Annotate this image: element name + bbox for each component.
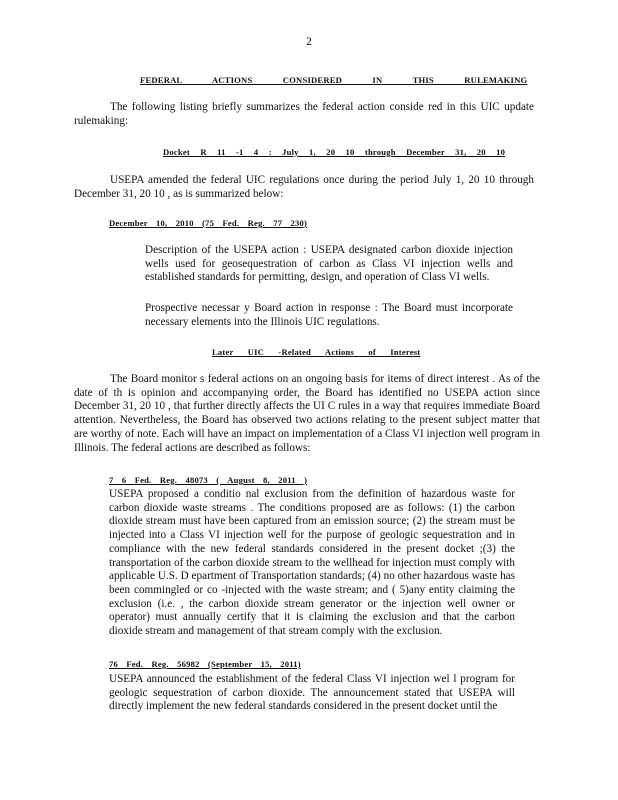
december-2010-heading: December 10, 2010 (75 Fed. Reg. 77 230) (109, 218, 308, 228)
federal-register-48073-heading: 7 6 Fed. Reg. 48073 ( August 8, 2011 ) (109, 475, 308, 485)
intro-paragraph: The following listing briefly summarizes the federal action conside red in this UIC update rulemaking: (74, 101, 534, 127)
docket-heading: Docket R 11 -1 4 : July 1, 20 10 through December 31, 20 10 (163, 147, 506, 157)
amendment-paragraph: USEPA amended the federal UIC regulations once during the period July 1, 20 10 through December 31, 20 10 , as is summarized below: (74, 174, 534, 200)
section-heading-federal-actions: FEDERAL ACTIONS CONSIDERED IN THIS RULEMAKING (140, 75, 528, 85)
page-number: 2 (306, 36, 312, 48)
federal-register-56982-heading: 76 Fed. Reg. 56982 (September 15, 2011) (109, 659, 301, 669)
board-monitoring-paragraph: The Board monitor s federal actions on an ongoing basis for items of direct interest . As of the date of th is opinion and accompanying order, the Board has identified no USEPA action since December 31, 20 10 , that further directly affects the UI C rules in a way that requires immediate Board attention. Nevertheless, the Board has observed two actions relating to the present subject matter that are worthy of note. Each will have an impact on implementation of a Class VI injection well program in Illinois. The federal actions are described as follows: (74, 373, 540, 454)
later-actions-heading: Later UIC -Related Actions of Interest (212, 347, 421, 357)
prospective-action-paragraph: Prospective necessar y Board action in response : The Board must incorporate necessary elements into the Illinois UIC regulations. (145, 302, 513, 328)
conditional-exclusion-paragraph: USEPA proposed a conditio nal exclusion from the definition of hazardous waste for carbon dioxide waste streams . The conditions proposed are as follows: (1) the carbon dioxide stream must have been captured from an emission source; (2) the stream must be injected into a Class VI injection well for the purpose of geologic sequestration and in compliance with the new federal standards considered in the present docket ;(3) the transportation of the carbon dioxide stream to the wellhead for injection must comply with applicable U.S. D epartment of Transportation standards; (4) no other hazardous waste has been commingled or co -injected with the waste stream; and ( 5)any entity claiming the exclusion (i.e. , the carbon dioxide stream generator or the injection well owner or operator) must annually certify that it is claiming the exclusion and that the carbon dioxide stream and management of that stream comply with the exclusion. (109, 488, 515, 638)
description-paragraph: Description of the USEPA action : USEPA designated carbon dioxide injection wells used for geosequestration of carbon as Class VI injection wells and established standards for permitting, design, and operation of Class VI wells. (145, 244, 513, 284)
class-vi-program-paragraph: USEPA announced the establishment of the federal Class VI injection wel l program for geologic sequestration of carbon dioxide. The announcement stated that USEPA will directly implement the new federal standards considered in the present docket until the (109, 673, 515, 713)
